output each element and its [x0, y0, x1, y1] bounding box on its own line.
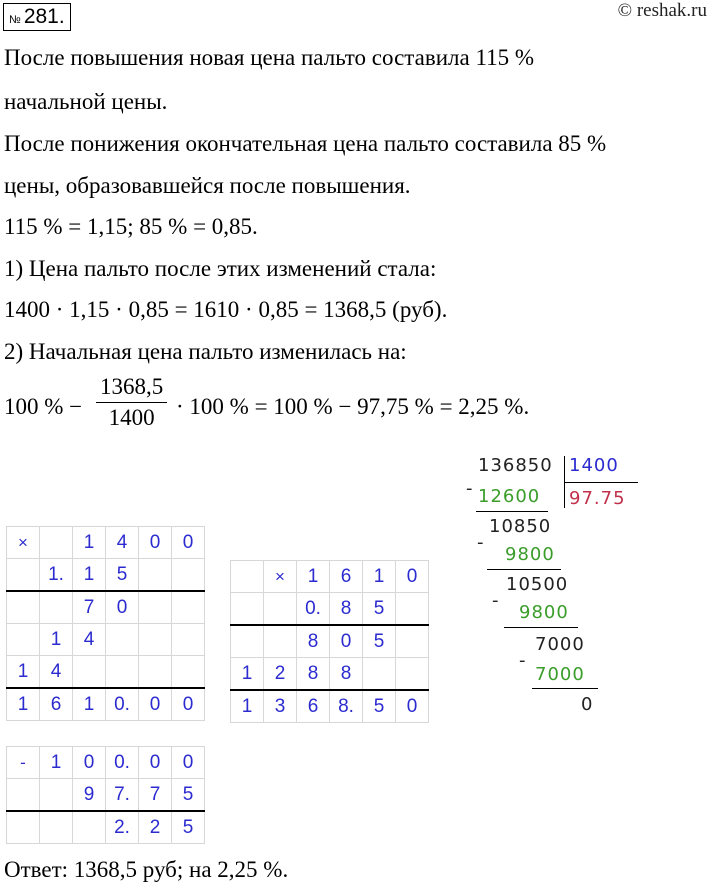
grid3-cell: [40, 779, 73, 812]
grid3-cell: [40, 811, 73, 844]
grid1-cell: 4: [106, 527, 139, 559]
division-line-3: [504, 627, 578, 628]
grid3-cell: 0: [73, 747, 106, 779]
grid2-cell: 1: [297, 561, 330, 593]
grid1-cell: [7, 559, 40, 592]
text-line-1: После повышения новая цена пальто составила 115 %: [4, 45, 534, 70]
grid2-cell: 8.: [330, 690, 363, 723]
division-remainder-2: 10500: [506, 574, 569, 595]
grid3-cell: 9: [73, 779, 106, 812]
grid2-cell: [264, 625, 297, 658]
division-minus-sign: -: [466, 478, 474, 499]
grid1-cell: [40, 527, 73, 559]
division-quotient: 97.75: [569, 488, 626, 509]
grid3-cell: 7.: [106, 779, 139, 812]
equation-percent: 115 % = 1,15; 85 % = 0,85.: [4, 214, 258, 239]
division-subtrahend-3: 9800: [519, 602, 569, 623]
grid2-cell: ×: [264, 561, 297, 593]
grid2-cell: 8: [330, 658, 363, 691]
grid2-cell: 0: [396, 690, 429, 723]
grid2-cell: 2: [264, 658, 297, 691]
grid2-cell: 0.: [297, 593, 330, 626]
grid1-cell: 1: [73, 559, 106, 592]
grid2-cell: 0: [396, 561, 429, 593]
grid2-cell: 0: [330, 625, 363, 658]
grid2-cell: 1: [231, 658, 264, 691]
grid2-cell: 6: [297, 690, 330, 723]
division-remainder-1: 10850: [489, 516, 552, 537]
division-subtrahend-4: 7000: [535, 664, 585, 685]
division-line-2: [487, 569, 561, 570]
grid2-cell: 3: [264, 690, 297, 723]
grid2-cell: 1: [363, 561, 396, 593]
division-minus-sign: -: [492, 590, 500, 611]
grid1-cell: 0: [106, 591, 139, 624]
grid2-cell: 5: [363, 625, 396, 658]
grid2-cell: [231, 561, 264, 593]
grid2-cell: 8: [297, 625, 330, 658]
grid1-cell: 7: [73, 591, 106, 624]
fraction-bar: [96, 402, 167, 403]
grid2-cell: [396, 625, 429, 658]
division-subtrahend-1: 12600: [478, 486, 541, 507]
grid1-cell: [172, 656, 205, 689]
grid2-cell: [396, 658, 429, 691]
grid1-cell: ×: [7, 527, 40, 559]
fraction-denominator: 1400: [108, 405, 155, 430]
watermark: © reshak.ru: [617, 0, 707, 21]
fraction-left-part: 100 % −: [4, 394, 83, 419]
grid2-cell: [363, 658, 396, 691]
number-sign: №: [9, 14, 21, 26]
grid2-cell: 5: [363, 690, 396, 723]
grid3-cell: [7, 779, 40, 812]
multiplication-grid-2: [230, 560, 429, 723]
grid2-cell: [264, 593, 297, 626]
grid3-cell: 0: [172, 747, 205, 779]
grid2-cell: 8: [330, 593, 363, 626]
fraction-right-part: · 100 % = 100 % − 97,75 % = 2,25 %.: [176, 394, 530, 419]
grid3-cell: [7, 811, 40, 844]
grid3-cell: [73, 811, 106, 844]
grid3-cell: 2: [139, 811, 172, 844]
grid2-cell: 8: [297, 658, 330, 691]
division-final-remainder: 0: [581, 694, 594, 715]
grid1-cell: [172, 624, 205, 656]
grid1-cell: 0.: [106, 688, 139, 721]
grid1-cell: [172, 591, 205, 624]
step-2-heading: 2) Начальная цена пальто изменилась на:: [4, 339, 407, 364]
grid3-cell: 2.: [106, 811, 139, 844]
problem-number-label: 281.: [23, 5, 65, 28]
grid1-cell: [7, 591, 40, 624]
grid1-cell: 1.: [40, 559, 73, 592]
grid3-cell: 0: [139, 747, 172, 779]
grid2-cell: 6: [330, 561, 363, 593]
grid1-cell: 1: [40, 624, 73, 656]
division-dividend: 136850: [478, 455, 553, 476]
grid1-cell: 1: [73, 688, 106, 721]
division-divisor-line: [564, 482, 638, 483]
grid1-cell: 0: [139, 688, 172, 721]
text-line-4: цены, образовавшейся после повышения.: [4, 173, 411, 198]
grid2-cell: 1: [231, 690, 264, 723]
answer: Ответ: 1368,5 руб; на 2,25 %.: [4, 857, 289, 882]
grid1-cell: 6: [40, 688, 73, 721]
grid1-cell: 4: [40, 656, 73, 689]
multiplication-grid-1: [6, 526, 205, 721]
grid3-cell: -: [7, 747, 40, 779]
grid3-cell: 7: [139, 779, 172, 812]
grid1-cell: [73, 656, 106, 689]
grid2-cell: [231, 625, 264, 658]
division-line-4: [532, 688, 598, 689]
grid2-cell: 5: [363, 593, 396, 626]
division-remainder-3: 7000: [535, 634, 585, 655]
grid1-cell: 0: [139, 527, 172, 559]
grid1-cell: [172, 559, 205, 592]
grid1-cell: 0: [172, 688, 205, 721]
grid1-cell: 0: [172, 527, 205, 559]
division-minus-sign: -: [519, 650, 527, 671]
grid1-cell: 4: [73, 624, 106, 656]
problem-number: [3, 3, 71, 31]
grid3-cell: 5: [172, 779, 205, 812]
text-line-2: начальной цены.: [4, 89, 168, 114]
subtraction-grid: [6, 746, 205, 844]
grid3-cell: 1: [40, 747, 73, 779]
grid3-cell: 5: [172, 811, 205, 844]
grid1-cell: [139, 624, 172, 656]
grid1-cell: [139, 656, 172, 689]
grid1-cell: [139, 559, 172, 592]
grid2-cell: [231, 593, 264, 626]
division-subtrahend-2: 9800: [505, 544, 555, 565]
step-1-heading: 1) Цена пальто после этих изменений стала:: [4, 256, 437, 281]
grid1-cell: 1: [7, 688, 40, 721]
fraction-numerator: 1368,5: [100, 374, 164, 399]
division-minus-sign: -: [477, 532, 485, 553]
grid1-cell: [139, 591, 172, 624]
grid3-cell: 0.: [106, 747, 139, 779]
grid1-cell: 1: [7, 656, 40, 689]
grid1-cell: [40, 591, 73, 624]
grid1-cell: [106, 656, 139, 689]
fraction: [96, 374, 167, 431]
division-line-1: [476, 511, 548, 512]
grid1-cell: [7, 624, 40, 656]
grid1-cell: 1: [73, 527, 106, 559]
grid2-cell: [396, 593, 429, 626]
grid1-cell: [106, 624, 139, 656]
division-divisor: 1400: [569, 455, 619, 476]
step-1-equation: 1400 · 1,15 · 0,85 = 1610 · 0,85 = 1368,5 (руб).: [4, 297, 448, 322]
grid1-cell: 5: [106, 559, 139, 592]
text-line-3: После понижения окончательная цена пальто составила 85 %: [4, 131, 607, 156]
